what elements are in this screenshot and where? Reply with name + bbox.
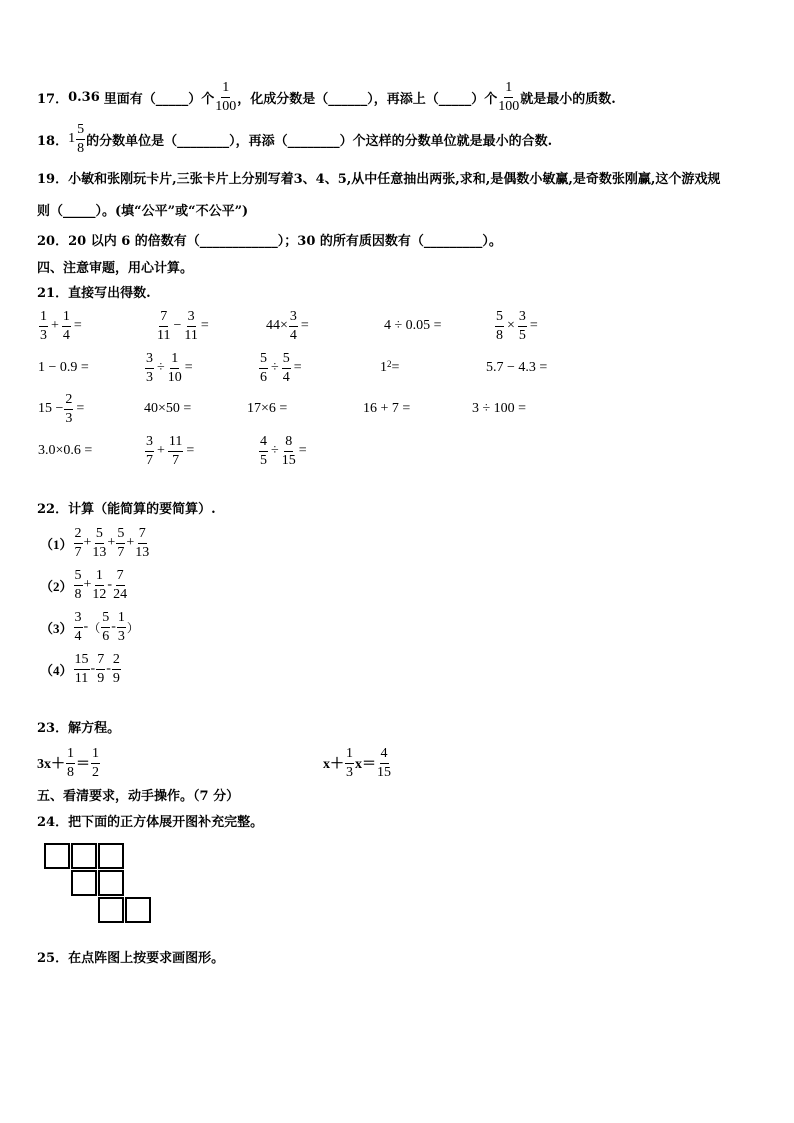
calc-problem-2: （2） 5 8 + $\frac{1}{12}$ - 7 24 [40, 567, 128, 602]
calc-item: 1 − 0.9 = [38, 360, 89, 375]
calc-item: $\frac{3}{3}$ ÷ $\frac{1}{10}$ = [146, 350, 193, 385]
fraction: 1 100 [498, 79, 520, 114]
calc-item: $\frac{4}{5}$ ÷ $\frac{8}{15}$ = [260, 433, 307, 468]
section-4-heading: 四、注意审题，用心计算。 [37, 261, 194, 276]
decimal-value: 0.36 [68, 89, 100, 105]
calc-item: 1 $^2$ = [380, 359, 400, 375]
question-title: 在点阵图上按要求画图形。 [68, 951, 225, 966]
net-square [98, 897, 124, 923]
calc-item: 3 7 + $\frac{11}{7}$ = [146, 433, 195, 468]
net-square [98, 870, 124, 896]
question-20 [37, 230, 502, 249]
question-number: 23． [37, 721, 69, 736]
question-text: 里面有（_____）个 [103, 91, 215, 107]
question-number: 17． [37, 91, 69, 107]
question-number: 20． [37, 234, 69, 249]
question-text: 小敏和张刚玩卡片,三张卡片上分别写着3、4、5,从中任意抽出两张,求和,是偶数小敏赢,是奇数张刚赢,这个游戏规 [68, 172, 721, 187]
question-text: ，化成分数是（______），再添上（_____）个 [237, 91, 498, 107]
calc-problem-4: （4） 15 11 - 7 9 - 2 9 [40, 651, 120, 686]
net-square [98, 843, 124, 869]
calc-item: 15 − $\frac{2}{3}$ = [38, 391, 85, 426]
question-25 [37, 947, 224, 966]
net-square [71, 843, 97, 869]
calc-item: 3 ÷ 100 = [472, 401, 527, 416]
calc-item: 3.0×0.6 = [38, 443, 93, 458]
question-21 [37, 282, 151, 301]
question-18 [37, 122, 552, 156]
question-text: 20 以内 6 的倍数有（____________）；30 的所有质因数有（_________）。 [68, 234, 502, 249]
question-number: 18． [37, 133, 69, 149]
question-title: 计算（能简算的要简算）. [68, 502, 216, 517]
equation-1: 3x＋ 1 8 ＝ 1 2 [37, 745, 99, 780]
calc-item: 4 ÷ 0.05 = [384, 318, 442, 333]
question-title: 直接写出得数. [68, 286, 151, 301]
calc-problem-1: （1） 2 7 + $\frac{5}{13}$ + $\frac{5}{7}$ + $\frac{7}{13}$ [40, 525, 150, 560]
section-5-heading: 五、看清要求，动手操作。（7 分） [37, 789, 240, 804]
question-23 [37, 717, 120, 736]
question-24 [37, 811, 263, 830]
question-19-line2: 则（_____）。(填“公平”或“不公平”) [37, 204, 249, 219]
net-square [44, 843, 70, 869]
calc-item: 1 3 + $\frac{1}{4}$ = [40, 308, 82, 343]
question-title: 把下面的正方体展开图补充完整。 [68, 815, 264, 830]
question-number: 22． [37, 502, 69, 517]
net-square [71, 870, 97, 896]
question-text: 的分数单位是（________），再添（________）个这样的分数单位就是最小的合数. [86, 133, 553, 149]
calc-item: $\frac{5}{6}$ ÷ $\frac{5}{4}$ = [260, 350, 302, 385]
question-title: 解方程。 [68, 721, 121, 736]
question-number: 25． [37, 951, 69, 966]
question-17 [37, 80, 616, 114]
question-text: 就是最小的质数. [520, 91, 616, 107]
calc-item: 44× $\frac{3}{4}$ = [266, 308, 309, 343]
question-number: 21． [37, 286, 69, 301]
calc-problem-3: （3） 3 4 - （ 5 6 - 1 3 ） [40, 609, 139, 644]
calc-item: 17×6 = [247, 401, 288, 416]
question-19 [37, 168, 720, 187]
question-number: 24． [37, 815, 69, 830]
equation-2: x＋ 1 3 x＝ 4 15 [323, 745, 391, 780]
mixed-number: 1 5 8 [68, 121, 85, 156]
calc-item: 7 11 − $\frac{3}{11}$ = [157, 308, 209, 343]
question-22 [37, 498, 216, 517]
calc-item: 40×50 = [144, 401, 192, 416]
net-square [125, 897, 151, 923]
calc-item: $\frac{5}{8}$ × $\frac{3}{5}$ = [496, 308, 538, 343]
fraction: 1 100 [215, 79, 237, 114]
calc-item: 16 + 7 = [363, 401, 411, 416]
question-number: 19． [37, 172, 69, 187]
calc-item: 5.7 − 4.3 = [486, 360, 548, 375]
